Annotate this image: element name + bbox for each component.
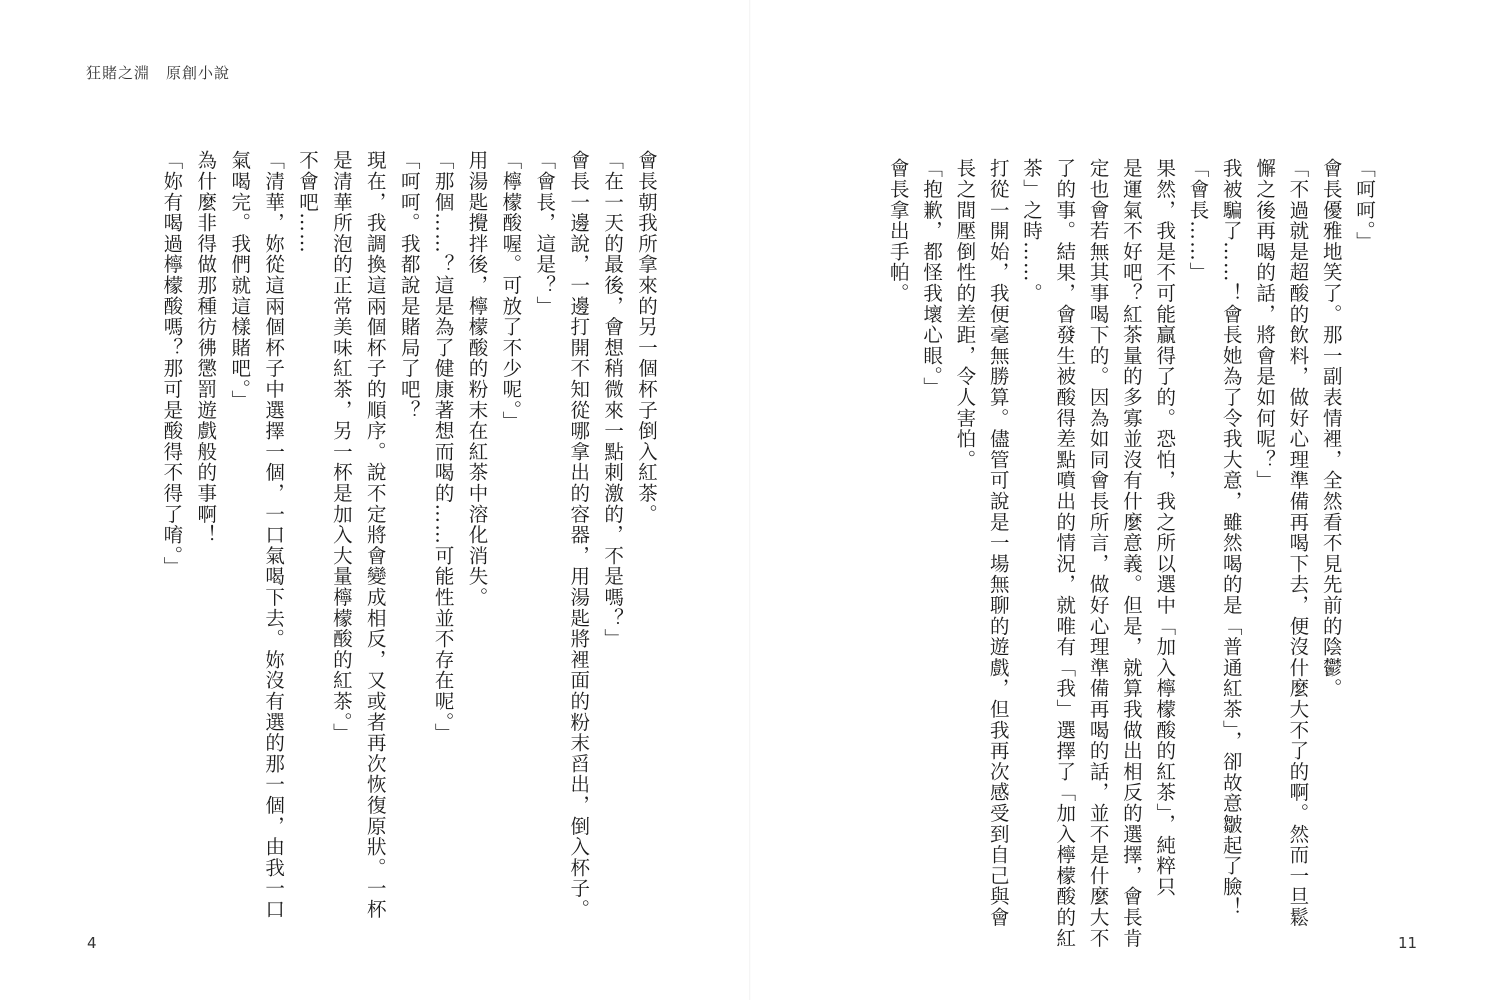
page-number-right: 11 xyxy=(1398,934,1418,952)
left-text-line: 「妳有喝過檸檬酸嗎？那可是酸得不得了唷。」 xyxy=(160,150,184,578)
right-text-line: 「抱歉，都怪我壞心眼。」 xyxy=(920,158,944,398)
right-text-line: 是運氣不好吧？紅茶量的多寡並沒有什麼意義。但是，就算我做出相反的選擇，會長肯 xyxy=(1119,158,1143,949)
left-text-line: 會長一邊說，一邊打開不知從哪拿出的容器，用湯匙將裡面的粉末舀出，倒入杯子。 xyxy=(567,150,591,920)
left-text-line: 「在一天的最後，會想稍微來一點刺激的，不是嗎？」 xyxy=(601,150,625,650)
left-text-line: 是清華所泡的正常美味紅茶，另一杯是加入大量檸檬酸的紅茶。」 xyxy=(329,150,353,744)
left-text-line: 不會吧…… xyxy=(296,150,319,254)
left-text-line: 「會長，這是？」 xyxy=(533,150,557,317)
right-text-line: 懈之後再喝的話，將會是如何呢？」 xyxy=(1253,158,1277,491)
right-page xyxy=(750,0,1500,1000)
right-text-line: 果然，我是不可能贏得了的。恐怕，我之所以選中「加入檸檬酸的紅茶」，純粹只 xyxy=(1153,158,1177,898)
left-text-line: 為什麼非得做那種彷彿懲罰遊戲般的事啊！ xyxy=(194,150,218,546)
left-text-line: 現在，我調換這兩個杯子的順序。說不定將會變成相反，又或者再次恢復原狀。一杯 xyxy=(363,150,387,920)
left-text-line: 會長朝我所拿來的另一個杯子倒入紅茶。 xyxy=(635,150,658,525)
running-header: 狂賭之淵 原創小說 xyxy=(86,64,231,82)
right-text-line: 定也會若無其事喝下的。因為如同會長所言，做好心理準備再喝的話，並不是什麼大不 xyxy=(1086,158,1110,949)
left-text-line: 「檸檬酸喔。可放了不少呢。」 xyxy=(499,150,523,432)
right-text-line: 茶」之時……。 xyxy=(1020,158,1043,304)
right-text-line: 打從一開始，我便毫無勝算。儘管可說是一場無聊的遊戲，但我再次感受到自己與會 xyxy=(986,158,1010,928)
right-text-line: 「會長……」 xyxy=(1186,158,1210,283)
right-text-line: 了的事。結果，會發生被酸得差點噴出的情況，就唯有「我」選擇了「加入檸檬酸的紅 xyxy=(1053,158,1077,949)
right-text-line: 長之間壓倒性的差距，令人害怕。 xyxy=(953,158,977,470)
left-text-line: 「呵呵。我都說是賭局了吧？ xyxy=(397,150,421,421)
left-text-line: 「清華，妳從這兩個杯子中選擇一個，一口氣喝下去。妳沒有選的那一個，由我一口 xyxy=(262,150,286,920)
right-text-line: 會長優雅地笑了。那一副表情裡，全然看不見先前的陰鬱。 xyxy=(1319,158,1343,699)
left-text-line: 「那個……？這是為了健康著想而喝的……可能性並不存在呢。」 xyxy=(431,150,455,744)
left-text-line: 氣喝完。我們就這樣賭吧。」 xyxy=(228,150,252,411)
right-text-line: 「呵呵。」 xyxy=(1353,158,1376,253)
right-text-line: 我被騙了……！會長她為了令我大意，雖然喝的是「普通紅茶」，卻故意皺起了臉！ xyxy=(1219,158,1243,918)
page-number-left: 4 xyxy=(87,934,97,952)
left-text-line: 用湯匙攪拌後，檸檬酸的粉末在紅茶中溶化消失。 xyxy=(465,150,489,608)
right-text-line: 「不過就是超酸的飲料，做好心理準備再喝下去，便沒什麼大不了的啊。然而一旦鬆 xyxy=(1286,158,1310,928)
right-text-line: 會長拿出手帕。 xyxy=(886,158,910,304)
